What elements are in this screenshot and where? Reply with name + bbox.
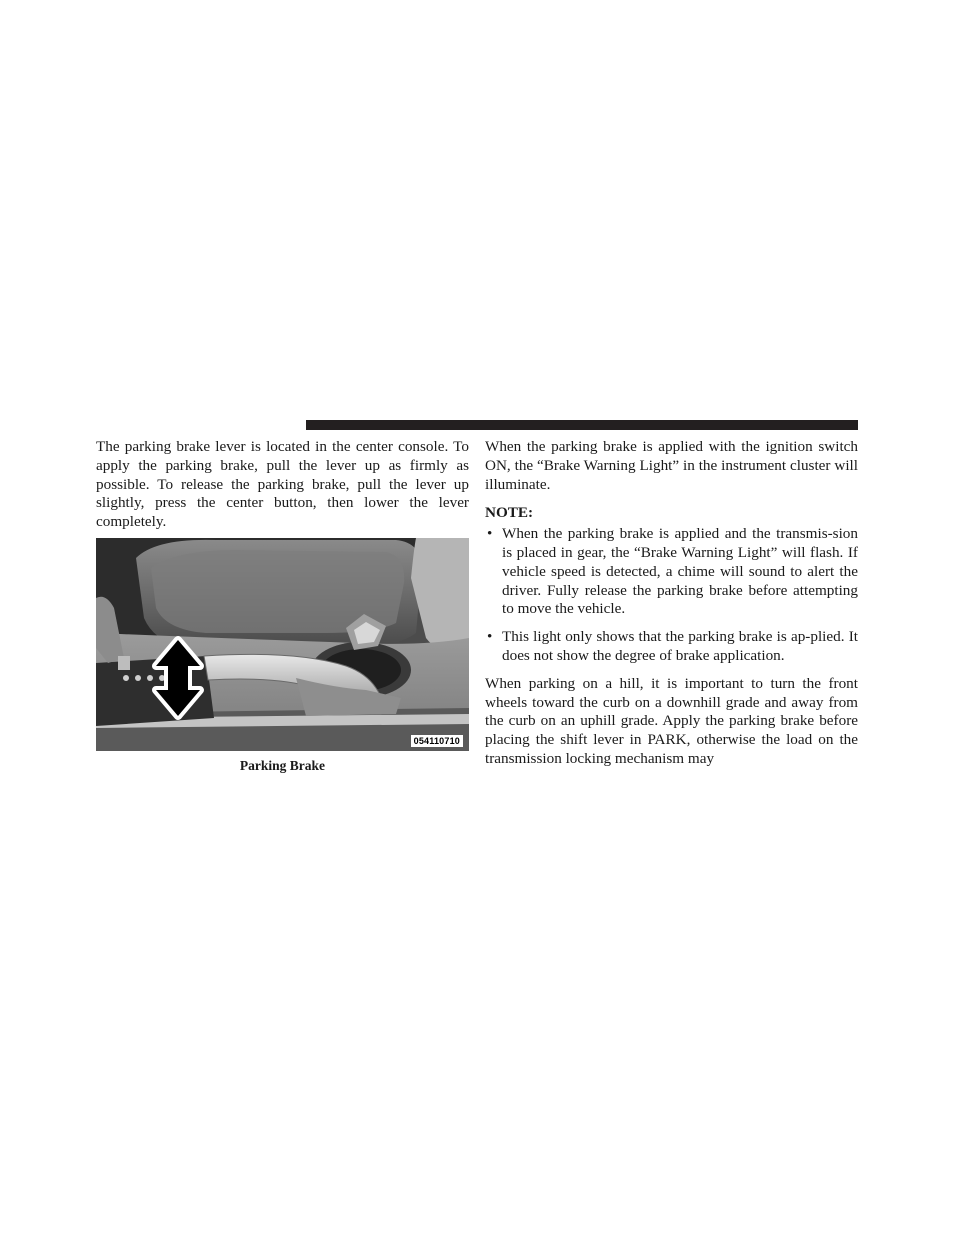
parking-brake-illustration xyxy=(96,538,469,751)
figure-caption: Parking Brake xyxy=(239,758,326,773)
left-column xyxy=(96,438,469,532)
header-rule xyxy=(306,420,858,430)
note-heading: NOTE: xyxy=(485,504,534,522)
list-item-text: When the parking brake is applied and the transmis-sion is placed in gear, the “Brake Warning Light” will flash. If vehicle speed is detected, a chime will sound to alert the driver. Fully release the parking brake before attempting to move the vehicle. xyxy=(502,525,858,618)
intro-paragraph: The parking brake lever is located in the center console. To apply the parking brake, pull the lever up as firmly as possible. To release the parking brake, pull the lever up slightly, press the center button, then lower the lever completely. xyxy=(96,438,469,531)
list-item xyxy=(485,525,858,619)
warning-light-paragraph: When the parking brake is applied with the ignition switch ON, the “Brake Warning Light” in the instrument cluster will illuminate. xyxy=(485,438,858,493)
list-item-text: This light only shows that the parking brake is ap-plied. It does not show the degree of brake application. xyxy=(502,628,858,664)
bullet-icon: • xyxy=(487,628,493,646)
right-column xyxy=(485,438,858,769)
hill-parking-paragraph: When parking on a hill, it is important to turn the front wheels toward the curb on a downhill grade and away from the curb on an uphill grade. Apply the parking brake before placing the shift lever in PARK, otherwise the load on the transmission locking mechanism may xyxy=(485,674,858,767)
bullet-icon: • xyxy=(487,525,493,543)
list-item xyxy=(485,628,858,666)
note-list xyxy=(485,525,858,666)
parking-brake-figure xyxy=(96,538,469,751)
figure-code: 054110710 xyxy=(411,735,463,747)
